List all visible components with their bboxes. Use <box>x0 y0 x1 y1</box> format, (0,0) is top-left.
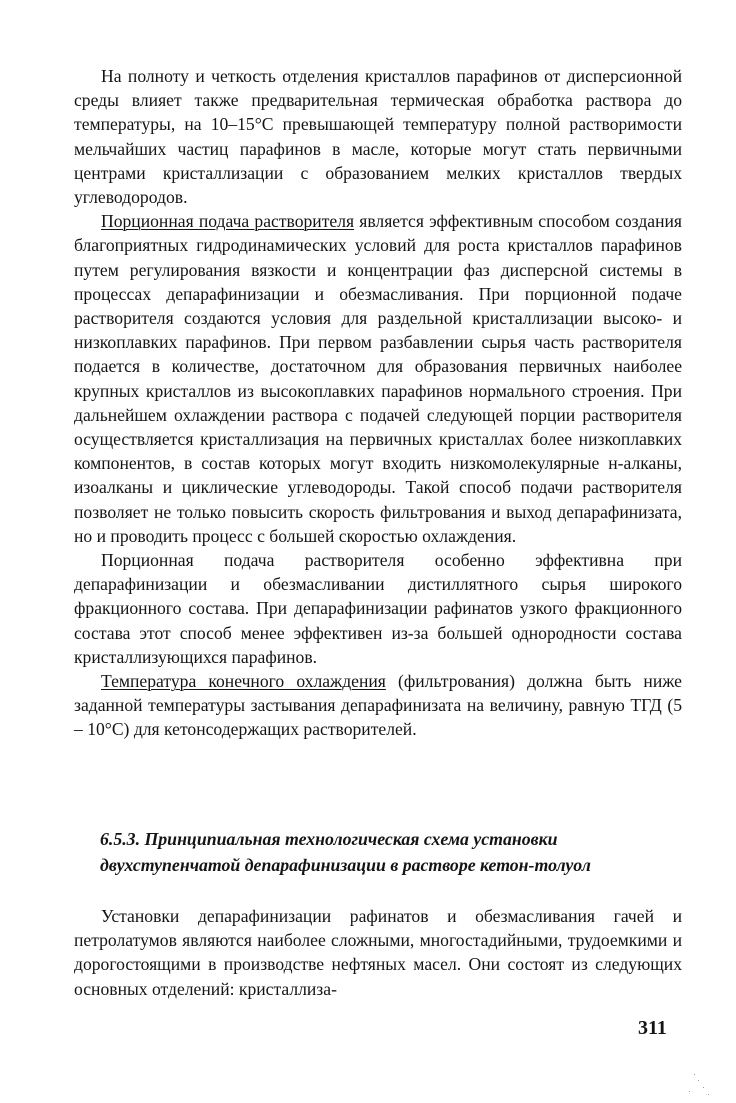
body-text-lower <box>74 904 682 1001</box>
section-heading <box>100 826 690 878</box>
body-text-upper <box>74 64 682 742</box>
term-final-cooling: Температура конечного охлаждения <box>101 671 386 692</box>
section-heading-line-1: 6.5.3. Принципиальная технологическая схема установки <box>100 829 558 849</box>
paragraph-portion-feed-effectiveness: Порционная подача растворителя особенно эффективна при депарафинизации и обезмасливании дистиллятного сырья широкого фракционного состава. При депарафинизации рафинатов узкого фракционного состава этот способ менее эффективен из-за большей однородности состава кристаллизующихся парафинов. <box>74 550 682 667</box>
section-heading-line-2: двухступенчатой депарафинизации в растворе кетон-толуол <box>100 855 591 875</box>
paragraph-final-cooling-text: (фильтрования) должна быть ниже заданной температуры застывания депарафинизата на величину, равную ТГД (5 – 10°С) для кетонсодержащих растворителей. <box>74 671 682 740</box>
paragraph-final-cooling <box>74 669 682 742</box>
paragraph-thermal-treatment: На полноту и четкость отделения кристаллов парафинов от дисперсионной среды влияет также предварительная термическая обработка раствора до температуры, на 10–15°С превышающей температуру полной растворимости мельчайших частиц парафинов в масле, которые могут стать первичными центрами кристаллизации с образованием мелких кристаллов твердых углеводородов. <box>74 66 682 208</box>
paragraph-portion-feed <box>74 209 682 548</box>
paragraph-portion-feed-text: является эффективным способом создания благоприятных гидродинамических условий для роста кристаллов парафинов путем регулирования вязкости и концентрации фаз дисперсной системы в процессах депарафинизации и обезмасливания. При порционной подаче растворителя создаются условия для раздельной кристаллизации высоко- и низкоплавких парафинов. При первом разбавлении сырья часть растворителя подается в количестве, достаточном для образования первичных наиболее крупных кристаллов из высокоплавких парафинов нормального строения. При дальнейшем охлаждении раствора с подачей следующей порции растворителя осуществляется кристаллизация на первичных кристаллах более низкоплавких компонентов, в состав которых могут входить низкомолекулярные н-алканы, изоалканы и циклические углеводороды. Такой способ подачи растворителя позволяет не только повысить скорость фильтрования и выход депарафинизата, но и проводить процесс с большей скоростью охлаждения. <box>74 211 682 546</box>
paragraph-dewaxing-units: Установки депарафинизации рафинатов и обезмасливания гачей и петролатумов являются наиболее сложными, многостадийными, трудоемкими и дорогостоящими в производстве нефтяных масел. Они состоят из следующих основных отделений: кристаллиза- <box>74 906 682 999</box>
term-portion-feed: Порционная подача растворителя <box>101 211 355 232</box>
page-number: 311 <box>638 1017 667 1039</box>
